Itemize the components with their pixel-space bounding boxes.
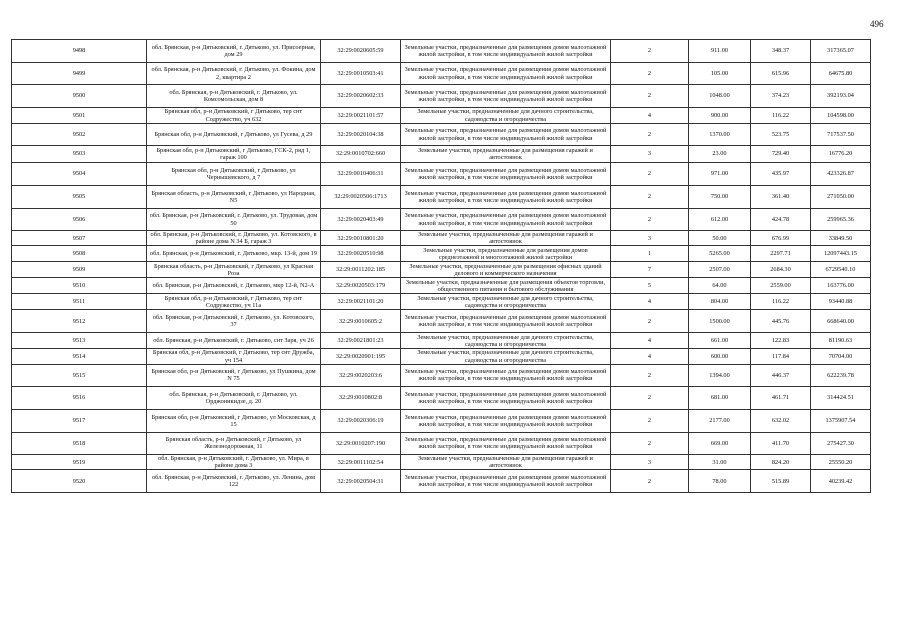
land-use-cell: Земельные участки, предназначенные для размещения домов малоэтажной жилой застройки, в том числе индивидуальной жилой застройки [401,186,611,209]
land-use-cell: Земельные участки, предназначенные для размещения офисных зданий делового и коммерческого назначения [401,262,611,278]
land-use-cell: Земельные участки, предназначенные для размещения гаражей и автостоянок [401,146,611,163]
cadastral-value-cell: 1375907.54 [811,409,871,432]
area-cell: 78.00 [689,470,751,493]
cadastral-value-cell: 314424.51 [811,386,871,409]
specific-value-cell: 445.76 [751,310,811,333]
cadastral-value-cell: 259965.36 [811,209,871,231]
cadastral-number-cell: 32:29:0010207:190 [321,432,401,454]
cadastral-value-cell: 271050.00 [811,186,871,209]
group-cell: 3 [611,146,689,163]
group-cell: 2 [611,124,689,146]
address-cell: обл. Брянская, р-н Дятьковский, г. Дятьково, ул. Котовского, 37 [147,310,321,333]
land-use-cell: Земельные участки, предназначенные для размещения домов малоэтажной жилой застройки, в том числе индивидуальной жилой застройки [401,85,611,108]
address-cell: обл. Брянская, р-н Дятьковский, г. Дятьково, мкр. 13-й, дом 19 [147,246,321,262]
specific-value-cell: 2559.00 [751,278,811,294]
row-number-cell: 9510 [12,278,147,294]
group-cell: 2 [611,432,689,454]
specific-value-cell: 676.99 [751,231,811,246]
area-cell: 1048.00 [689,85,751,108]
land-use-cell: Земельные участки, предназначенные для размещения домов малоэтажной жилой застройки, в том числе индивидуальной жилой застройки [401,163,611,186]
area-cell: 600.00 [689,349,751,364]
cadastral-number-cell: 32:29:0020506:1713 [321,186,401,209]
cadastral-number-cell: 32:29:0020602:33 [321,85,401,108]
specific-value-cell: 2684.30 [751,262,811,278]
area-cell: 971.00 [689,163,751,186]
specific-value-cell: 117.84 [751,349,811,364]
specific-value-cell: 424.78 [751,209,811,231]
cadastral-value-cell: 717537.50 [811,124,871,146]
cadastral-number-cell: 32:29:0010702:660 [321,146,401,163]
table-row [12,333,871,349]
cadastral-number-cell: 32:29:0020504:31 [321,470,401,493]
cadastral-number-cell: 32:29:0020403:49 [321,209,401,231]
table-row [12,432,871,454]
cadastral-number-cell: 32:29:0020503:179 [321,278,401,294]
address-cell: Брянская обл, р-н Дятьковский, г Дятьково, тер снт Дружба, уч 154 [147,349,321,364]
specific-value-cell: 615.96 [751,63,811,85]
area-cell: 1370.00 [689,124,751,146]
cadastral-number-cell: 32:29:0010605:2 [321,310,401,333]
land-use-cell: Земельные участки, предназначенные для размещения домов малоэтажной жилой застройки, в том числе индивидуальной жилой застройки [401,470,611,493]
cadastral-value-cell: 104598.00 [811,108,871,124]
specific-value-cell: 348.37 [751,40,811,63]
table-row [12,40,871,63]
area-cell: 31.00 [689,454,751,469]
area-cell: 750.00 [689,186,751,209]
group-cell: 2 [611,470,689,493]
row-number-cell: 9511 [12,294,147,310]
cadastral-number-cell: 32:29:0020605:59 [321,40,401,63]
cadastral-number-cell: 32:29:0010801:20 [321,231,401,246]
cadastral-value-cell: 40239.42 [811,470,871,493]
table-row [12,108,871,124]
specific-value-cell: 461.71 [751,386,811,409]
group-cell: 2 [611,310,689,333]
group-cell: 2 [611,85,689,108]
address-cell: Брянская обл, р-н Дятьковский, г Дятьково, тер снт Содружество, уч 632 [147,108,321,124]
row-number-cell: 9502 [12,124,147,146]
specific-value-cell: 374.23 [751,85,811,108]
area-cell: 1394.00 [689,364,751,386]
area-cell: 669.00 [689,432,751,454]
cadastral-value-cell: 6729540.10 [811,262,871,278]
address-cell: Брянская обл, р-н Дятьковский, г Дятьково, ул Московская, д 15 [147,409,321,432]
area-cell: 911.00 [689,40,751,63]
area-cell: 2177.00 [689,409,751,432]
cadastral-value-cell: 93440.88 [811,294,871,310]
table-row [12,294,871,310]
group-cell: 2 [611,63,689,85]
cadastral-number-cell: 32:29:0020104:38 [321,124,401,146]
specific-value-cell: 435.97 [751,163,811,186]
cadastral-number-cell: 32:29:0010802:8 [321,386,401,409]
table-row [12,231,871,246]
specific-value-cell: 632.02 [751,409,811,432]
land-use-cell: Земельные участки, предназначенные для дачного строительства, садоводства и огородничества [401,294,611,310]
cadastral-value-cell: 81190.63 [811,333,871,349]
row-number-cell: 9501 [12,108,147,124]
address-cell: обл. Брянская, р-н Дятьковский, г. Дятьково, ул. Котовского, в районе дома N 34 Б, гараж 3 [147,231,321,246]
land-use-cell: Земельные участки, предназначенные для размещения объектов торговли, общественного питания и бытового обслуживания [401,278,611,294]
row-number-cell: 9504 [12,163,147,186]
specific-value-cell: 2297.71 [751,246,811,262]
area-cell: 64.00 [689,278,751,294]
specific-value-cell: 116.22 [751,294,811,310]
cadastral-value-cell: 392193.04 [811,85,871,108]
address-cell: обл. Брянская, р-н Дятьковский, г. Дятьково, ул. Фокина, дом 2, квартира 2 [147,63,321,85]
group-cell: 3 [611,454,689,469]
row-number-cell: 9508 [12,246,147,262]
specific-value-cell: 122.83 [751,333,811,349]
row-number-cell: 9507 [12,231,147,246]
address-cell: обл. Брянская, р-н Дятьковский, г. Дятьково, мкр 12-й, N2-А [147,278,321,294]
address-cell: Брянская область, р-н Дятьковский, г Дятьково, ул Железнодорожная, 11 [147,432,321,454]
group-cell: 4 [611,108,689,124]
area-cell: 612.00 [689,209,751,231]
table-row [12,163,871,186]
cadastral-number-cell: 32:29:0021101:20 [321,294,401,310]
table-row [12,364,871,386]
area-cell: 804.00 [689,294,751,310]
table-row [12,186,871,209]
row-number-cell: 9516 [12,386,147,409]
area-cell: 681.00 [689,386,751,409]
address-cell: Брянская обл, р-н Дятьковский, г Дятьково, тер снт Содружество, уч 11а [147,294,321,310]
cadastral-value-table [11,39,871,493]
land-use-cell: Земельные участки, предназначенные для размещения домов среднеэтажной и многоэтажной жилой застройки [401,246,611,262]
cadastral-value-cell: 423326.87 [811,163,871,186]
address-cell: Брянская область, р-н Дятьковский, г Дятьково, ул Красная Роза [147,262,321,278]
area-cell: 1500.00 [689,310,751,333]
group-cell: 2 [611,186,689,209]
cadastral-number-cell: 32:29:0011102:54 [321,454,401,469]
land-use-cell: Земельные участки, предназначенные для размещения домов малоэтажной жилой застройки, в том числе индивидуальной жилой застройки [401,386,611,409]
table-row [12,246,871,262]
address-cell: обл. Брянская, р-н Дятьковский, г. Дятьково, ул. Трудовая, дом 50 [147,209,321,231]
specific-value-cell: 824.20 [751,454,811,469]
land-use-cell: Земельные участки, предназначенные для размещения домов малоэтажной жилой застройки, в том числе индивидуальной жилой застройки [401,209,611,231]
cadastral-value-cell: 317365.07 [811,40,871,63]
area-cell: 661.00 [689,333,751,349]
land-use-cell: Земельные участки, предназначенные для дачного строительства, садоводства и огородничества [401,108,611,124]
area-cell: 5265.00 [689,246,751,262]
table-row [12,209,871,231]
group-cell: 2 [611,364,689,386]
land-use-cell: Земельные участки, предназначенные для дачного строительства, садоводства и огородничества [401,349,611,364]
address-cell: обл. Брянская, р-н Дятьковский, г. Дятьково, ул. Мира, в районе дома 3 [147,454,321,469]
cadastral-number-cell: 32:29:0021101:57 [321,108,401,124]
cadastral-number-cell: 32:29:0020510:98 [321,246,401,262]
cadastral-value-cell: 668640.00 [811,310,871,333]
cadastral-value-cell: 33849.50 [811,231,871,246]
address-cell: обл. Брянская, р-н Дятьковский, г. Дятьково, ул. Орджоникидзе, д. 20 [147,386,321,409]
row-number-cell: 9513 [12,333,147,349]
land-use-cell: Земельные участки, предназначенные для размещения домов малоэтажной жилой застройки, в том числе индивидуальной жилой застройки [401,409,611,432]
address-cell: Брянская обл, р-н Дятьковский, г Дятьково, ул Чернышевского, д 7 [147,163,321,186]
specific-value-cell: 361.40 [751,186,811,209]
cadastral-number-cell: 32:29:0021801:23 [321,333,401,349]
cadastral-number-cell: 32:29:0010406:31 [321,163,401,186]
specific-value-cell: 729.40 [751,146,811,163]
land-use-cell: Земельные участки, предназначенные для размещения домов малоэтажной жилой застройки, в том числе индивидуальной жилой застройки [401,310,611,333]
area-cell: 50.00 [689,231,751,246]
land-use-cell: Земельные участки, предназначенные для размещения гаражей и автостоянок [401,231,611,246]
table-row [12,349,871,364]
row-number-cell: 9515 [12,364,147,386]
cadastral-value-cell: 70704.00 [811,349,871,364]
table-row [12,310,871,333]
group-cell: 2 [611,163,689,186]
cadastral-value-cell: 16776.20 [811,146,871,163]
cadastral-number-cell: 32:29:0020901:195 [321,349,401,364]
cadastral-number-cell: 32:29:0010503:41 [321,63,401,85]
land-use-cell: Земельные участки, предназначенные для размещения домов малоэтажной жилой застройки, в том числе индивидуальной жилой застройки [401,124,611,146]
address-cell: обл. Брянская, р-н Дятьковский, г. Дятьково, ул. Присоерная, дом 29 [147,40,321,63]
address-cell: обл. Брянская, р-н Дятьковский, г. Дятьково, ул. Комсомольская, дом 8 [147,85,321,108]
row-number-cell: 9498 [12,40,147,63]
row-number-cell: 9503 [12,146,147,163]
row-number-cell: 9499 [12,63,147,85]
table-row [12,63,871,85]
land-use-cell: Земельные участки, предназначенные для дачного строительства, садоводства и огородничества [401,333,611,349]
area-cell: 2507.00 [689,262,751,278]
cadastral-number-cell: 32:29:0011202:185 [321,262,401,278]
row-number-cell: 9519 [12,454,147,469]
table-row [12,386,871,409]
land-use-cell: Земельные участки, предназначенные для размещения домов малоэтажной жилой застройки, в том числе индивидуальной жилой застройки [401,63,611,85]
land-use-cell: Земельные участки, предназначенные для размещения домов малоэтажной жилой застройки, в том числе индивидуальной жилой застройки [401,40,611,63]
table-row [12,454,871,469]
area-cell: 900.00 [689,108,751,124]
address-cell: Брянская обл, р-н Дятьковский, г Дятьково, ГСК-2, ряд 1, гараж 100 [147,146,321,163]
row-number-cell: 9512 [12,310,147,333]
group-cell: 4 [611,349,689,364]
cadastral-number-cell: 32:29:0020306:19 [321,409,401,432]
cadastral-value-cell: 64675.80 [811,63,871,85]
table-row [12,85,871,108]
specific-value-cell: 515.89 [751,470,811,493]
table-row [12,470,871,493]
page-number: 496 [870,19,884,29]
row-number-cell: 9500 [12,85,147,108]
specific-value-cell: 116.22 [751,108,811,124]
table-row [12,124,871,146]
address-cell: Брянская область, р-н Дятьковский, г Дятьково, ул Народная, N5 [147,186,321,209]
group-cell: 3 [611,231,689,246]
row-number-cell: 9514 [12,349,147,364]
row-number-cell: 9505 [12,186,147,209]
group-cell: 4 [611,294,689,310]
table-row [12,278,871,294]
group-cell: 1 [611,246,689,262]
address-cell: Брянская обл, р-н Дятьковский, г Дятьково, ул Гусева, д 29 [147,124,321,146]
land-use-cell: Земельные участки, предназначенные для размещения домов малоэтажной жилой застройки, в том числе индивидуальной жилой застройки [401,364,611,386]
address-cell: обл. Брянская, р-н Дятьковский, г. Дятьково, ул. Ленина, дом 122 [147,470,321,493]
cadastral-value-cell: 163776.00 [811,278,871,294]
row-number-cell: 9506 [12,209,147,231]
group-cell: 7 [611,262,689,278]
address-cell: обл. Брянская, р-н Дятьковский, г. Дятьково, снт Заря, уч 26 [147,333,321,349]
area-cell: 105.00 [689,63,751,85]
row-number-cell: 9517 [12,409,147,432]
table-body [12,40,871,493]
land-use-cell: Земельные участки, предназначенные для размещения гаражей и автостоянок [401,454,611,469]
row-number-cell: 9518 [12,432,147,454]
group-cell: 2 [611,386,689,409]
group-cell: 2 [611,209,689,231]
address-cell: Брянская обл, р-н Дятьковский, г Дятьково, ул Пушкина, дом N 75 [147,364,321,386]
area-cell: 23.00 [689,146,751,163]
cadastral-value-cell: 275427.30 [811,432,871,454]
group-cell: 2 [611,40,689,63]
group-cell: 2 [611,409,689,432]
table-row [12,262,871,278]
cadastral-value-cell: 25550.20 [811,454,871,469]
cadastral-value-cell: 622239.78 [811,364,871,386]
table-row [12,409,871,432]
group-cell: 5 [611,278,689,294]
cadastral-value-cell: 12097443.15 [811,246,871,262]
cadastral-number-cell: 32:29:0020203:6 [321,364,401,386]
row-number-cell: 9509 [12,262,147,278]
group-cell: 4 [611,333,689,349]
specific-value-cell: 523.75 [751,124,811,146]
specific-value-cell: 446.37 [751,364,811,386]
specific-value-cell: 411.70 [751,432,811,454]
row-number-cell: 9520 [12,470,147,493]
table-row [12,146,871,163]
land-use-cell: Земельные участки, предназначенные для размещения домов малоэтажной жилой застройки, в том числе индивидуальной жилой застройки [401,432,611,454]
